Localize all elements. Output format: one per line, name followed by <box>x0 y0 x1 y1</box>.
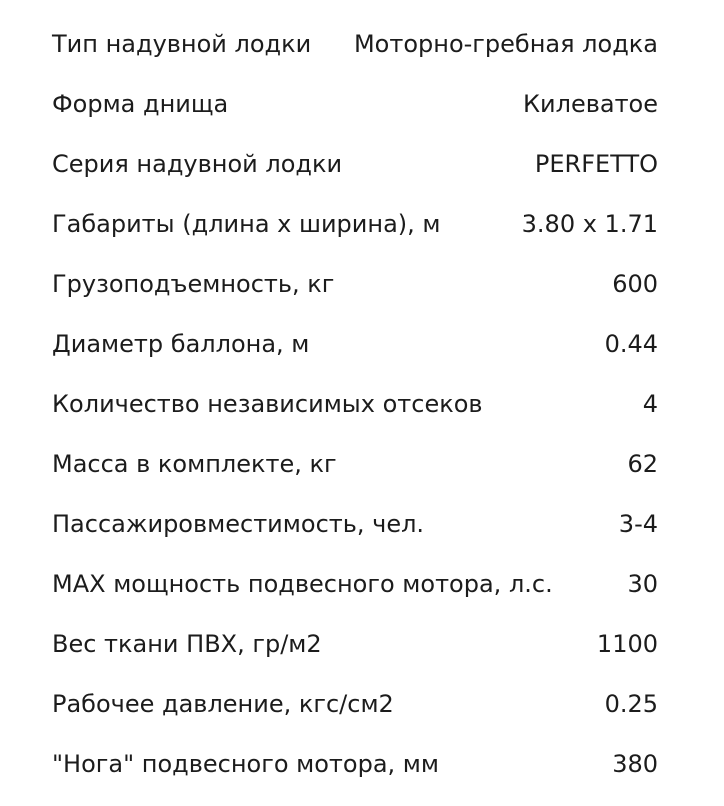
spec-value: 4 <box>642 390 658 418</box>
spec-label: Количество независимых отсеков <box>52 390 483 418</box>
spec-label: Вес ткани ПВХ, гр/м2 <box>52 630 322 658</box>
spec-row-load-capacity <box>52 254 658 314</box>
spec-value: 600 <box>612 270 658 298</box>
spec-value: 3.80 x 1.71 <box>521 210 658 238</box>
spec-label: Масса в комплекте, кг <box>52 450 337 478</box>
spec-row-weight <box>52 434 658 494</box>
spec-table <box>52 14 658 794</box>
spec-row-motor-shaft <box>52 734 658 794</box>
spec-row-compartments <box>52 374 658 434</box>
spec-row-boat-type <box>52 14 658 74</box>
spec-label: Габариты (длина х ширина), м <box>52 210 441 238</box>
spec-row-tube-diameter <box>52 314 658 374</box>
spec-value: 0.25 <box>604 690 658 718</box>
spec-value: PERFETTO <box>534 150 658 178</box>
spec-row-hull-shape <box>52 74 658 134</box>
spec-label: Форма днища <box>52 90 229 118</box>
spec-value: Моторно-гребная лодка <box>353 30 658 58</box>
spec-label: Грузоподъемность, кг <box>52 270 335 298</box>
spec-value: 30 <box>627 570 658 598</box>
spec-row-fabric-weight <box>52 614 658 674</box>
spec-label: Тип надувной лодки <box>52 30 312 58</box>
spec-value: 3-4 <box>618 510 658 538</box>
spec-row-passengers <box>52 494 658 554</box>
spec-value: 1100 <box>596 630 658 658</box>
spec-row-dimensions <box>52 194 658 254</box>
spec-label: "Нога" подвесного мотора, мм <box>52 750 439 778</box>
spec-value: 62 <box>627 450 658 478</box>
spec-label: Пассажировместимость, чел. <box>52 510 425 538</box>
spec-label: Серия надувной лодки <box>52 150 343 178</box>
spec-value: Килеватое <box>522 90 658 118</box>
spec-label: Рабочее давление, кгс/см2 <box>52 690 394 718</box>
spec-label: Диаметр баллона, м <box>52 330 310 358</box>
spec-row-series <box>52 134 658 194</box>
spec-row-max-motor-power <box>52 554 658 614</box>
spec-value: 0.44 <box>604 330 658 358</box>
spec-row-working-pressure <box>52 674 658 734</box>
spec-value: 380 <box>612 750 658 778</box>
spec-label: MAX мощность подвесного мотора, л.с. <box>52 570 553 598</box>
